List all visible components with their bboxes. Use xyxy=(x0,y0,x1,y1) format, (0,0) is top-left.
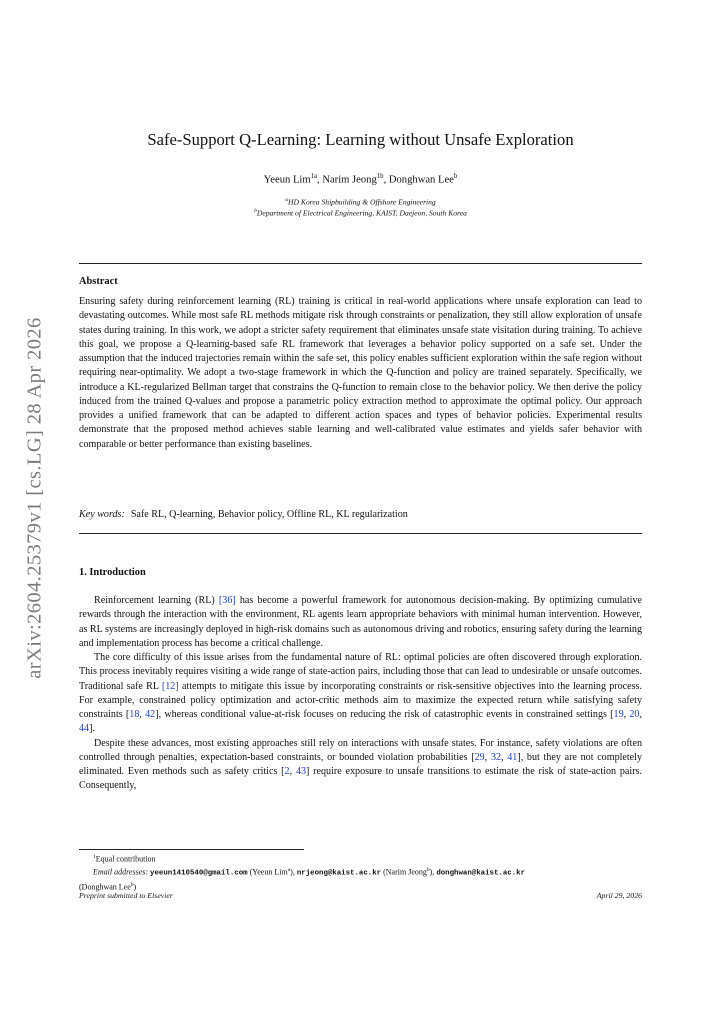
arxiv-side-stamp xyxy=(21,298,49,698)
paragraph-text: , xyxy=(623,709,630,720)
citation-link[interactable]: 20 xyxy=(629,709,640,720)
citation-link[interactable]: 42 xyxy=(145,709,156,720)
email-link[interactable]: donghwan@kaist.ac.kr xyxy=(436,869,526,878)
paragraph xyxy=(79,737,642,794)
abstract-bottom-rule xyxy=(79,533,642,534)
footnotes xyxy=(79,852,642,893)
paragraph-text: , xyxy=(139,709,146,720)
email-label: Email addresses: xyxy=(93,867,149,877)
email-owner: Donghwan Lee xyxy=(81,882,131,892)
citation-link[interactable]: 19 xyxy=(613,709,624,720)
citation-link[interactable]: [12] xyxy=(161,680,179,692)
paragraph-text: has become a powerful framework for autonomous decision-making. By optimizing cumulative rewards through the interaction with the environment, RL agents learn appropriate behaviors with minimal human intervention. However, as RL systems are increasingly deployed in high-risk domains such as autonomous driving and robotics, ensuring safety during the learning and implementation process has become a critical challenge. xyxy=(79,595,642,649)
abstract-heading: Abstract xyxy=(79,276,118,287)
section-heading: 1. Introduction xyxy=(79,567,146,578)
author-list xyxy=(0,173,721,186)
citation-link[interactable]: 43 xyxy=(295,766,307,777)
footnote-rule xyxy=(79,849,304,850)
preprint-line xyxy=(79,891,642,900)
citation-link[interactable]: [36] xyxy=(218,595,236,606)
paragraph-text: The core difficulty of this issue arises from the fundamental nature of RL: optimal policies are often discovered through exploration. This process inevitably requires visiting a wide range of state-action pairs, including those that can lead to undesirable or unsafe outcomes. Traditional safe RL xyxy=(79,652,642,692)
author-separator: , xyxy=(317,174,323,186)
affiliation-text: HD Korea Shipbuilding & Offshore Engineering xyxy=(288,197,436,207)
email-owner-mark: a xyxy=(287,866,291,873)
affiliation-mark: b xyxy=(254,208,257,214)
author-separator: , xyxy=(383,174,389,186)
paragraph-text: , xyxy=(484,751,491,763)
citation-link[interactable]: 44 xyxy=(79,723,90,735)
email-owner-mark: b xyxy=(130,881,134,888)
paragraph-text: , xyxy=(289,766,296,777)
author-name: Donghwan Lee xyxy=(388,174,454,186)
introduction-body xyxy=(79,594,642,794)
author-mark: b xyxy=(453,173,458,180)
affiliation-a xyxy=(0,197,721,207)
paragraph-text: , xyxy=(639,709,642,720)
paper-title: Safe-Support Q-Learning: Learning without Unsafe Exploration xyxy=(147,130,574,149)
author-mark: 1b xyxy=(376,173,384,180)
affiliation-mark: a xyxy=(285,197,289,203)
affiliation-text: Department of Electrical Engineering, KAIST, Daejeon, South Korea xyxy=(256,208,467,218)
abstract-text: Ensuring safety during reinforcement learning (RL) training is critical in real-world applications where unsafe exploration can lead to devastating outcomes. While most safe RL methods mitigate risk through constraints or penalization, they still allow exploration of unsafe states during training. In this work, we adopt a stricter safety requirement that eliminates unsafe state visitation during training. To achieve this goal, we propose a Q-learning-based safe RL framework that leverages a behavior policy supported on a safe set. Under the assumption that the induced trajectories remain within the safe set, this policy enables sufficient exploration within the safe region without requiring near-optimality. We adopt a two-stage framework in which the Q-function and policy are trained separately. Specifically, we introduce a KL-regularized Bellman target that constrains the Q-function to remain close to the behavior policy. We then derive the policy induced from the trained Q-values and propose a parametric policy extraction method to approximate the optimal policy. Our approach provides a unified framework that can be adapted to different action spaces and types of behavior policies. Experimental results demonstrate that the proposed method achieves stable learning and well-calibrated value estimates and yields safer behavior with comparable or better performance than existing baselines. xyxy=(79,296,642,450)
citation-link[interactable]: 32 xyxy=(490,751,502,763)
keywords xyxy=(79,509,642,520)
preprint-date: April 29, 2026 xyxy=(596,891,642,900)
email-link[interactable]: yeeun1410540@gmail.com xyxy=(150,869,248,878)
email-owner-mark: b xyxy=(426,866,430,873)
paragraph-text: ] require exposure to unsafe transitions to estimate the risk of state-action pairs. Consequently, xyxy=(79,766,643,792)
keywords-label: Key words: xyxy=(79,509,125,520)
email-addresses: Email addresses: yeeun1410540@gmail.com (Yeeun Lim$^a$), nrjeong@kaist.ac.kr (Narim Jeong$^b$), donghwan@kaist.ac.kr xyxy=(93,866,526,878)
citation-link[interactable]: 29 xyxy=(474,751,485,763)
preprint-venue: Preprint submitted to Elsevier xyxy=(79,891,173,900)
author-name: Narim Jeong xyxy=(322,174,377,186)
email-owner: Narim Jeong xyxy=(385,867,427,877)
paragraph-text: ], whereas conditional value-at-risk focuses on reducing the risk of catastrophic events in constrained settings [ xyxy=(155,709,614,720)
email-owner: Yeeun Lim xyxy=(252,867,288,877)
paragraph xyxy=(79,651,642,737)
footnote-text: Equal contribution xyxy=(95,854,156,864)
author-name: Yeeun Lim xyxy=(263,174,311,186)
paragraph-text: , xyxy=(501,751,508,763)
arxiv-identifier: arXiv:2604.25379v1 [cs.LG] 28 Apr 2026 xyxy=(23,317,46,679)
citation-link[interactable]: 18 xyxy=(129,709,140,720)
paragraph-text: attempts to mitigate this issue by incorporating constraints or risk-sensitive objectives into the learning process. For example, constrained policy optimization and actor-critic methods aim to maximize the expected return while satisfying safety constraints [ xyxy=(79,680,642,720)
paragraph-text: ]. xyxy=(89,723,95,735)
footnote-mark: 1 xyxy=(93,854,96,860)
footnote-equal-contribution xyxy=(79,852,642,865)
keywords-text: Safe RL, Q-learning, Behavior policy, Offline RL, KL regularization xyxy=(130,509,408,520)
paragraph-text: Despite these advances, most existing approaches still rely on interactions with unsafe states. For instance, safety violations are often controlled through penalties, expectation-based constraints, or bounded violation probabilities [ xyxy=(79,737,642,763)
affiliation-b xyxy=(0,208,721,218)
citation-link[interactable]: 2 xyxy=(284,766,290,777)
paragraph-text: ], but they are not completely eliminated. Even methods such as safety critics [ xyxy=(79,751,642,777)
paragraph-text: Reinforcement learning (RL) xyxy=(94,595,219,606)
paragraph xyxy=(79,594,642,651)
email-link[interactable]: nrjeong@kaist.ac.kr xyxy=(296,869,382,878)
author-mark: 1a xyxy=(310,173,318,180)
email-continuation: (Donghwan Lee$^b$) xyxy=(79,881,137,892)
citation-link[interactable]: 41 xyxy=(507,751,518,763)
abstract-top-rule xyxy=(79,263,642,264)
